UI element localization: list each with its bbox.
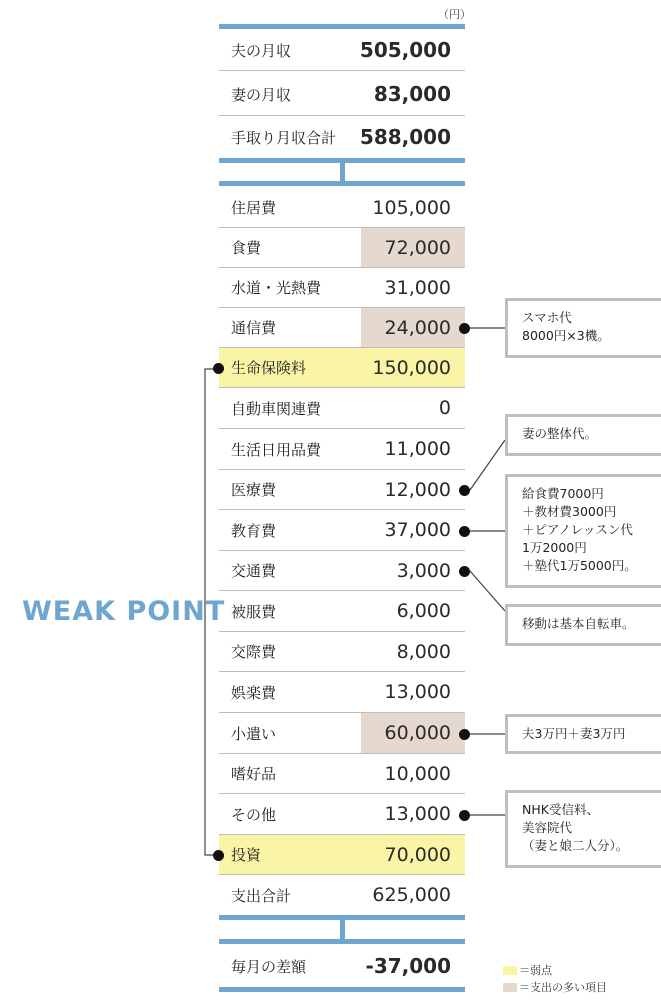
divider-bottom — [219, 987, 465, 992]
expense-row-total — [219, 875, 465, 915]
expense-row-daily-goods — [219, 429, 465, 470]
row-label: 水道・光熱費 — [231, 279, 322, 297]
row-label: 教育費 — [231, 521, 277, 540]
row-label: 小遣い — [231, 724, 277, 743]
income-row-total — [219, 116, 465, 158]
expense-row-allowance — [219, 713, 465, 754]
legend-swatch-high — [503, 983, 517, 992]
row-value: 31,000 — [384, 276, 451, 299]
row-value: 0 — [438, 397, 451, 419]
row-value: 13,000 — [384, 681, 451, 703]
expense-row-life-insurance — [219, 348, 465, 388]
row-label: 嗜好品 — [231, 765, 277, 783]
row-label: 自動車関連費 — [231, 399, 322, 418]
row-value: 24,000 — [361, 308, 465, 347]
row-label: 投資 — [231, 846, 262, 864]
income-row-wife — [219, 73, 465, 116]
expense-row-car — [219, 388, 465, 429]
row-value: -37,000 — [365, 954, 451, 978]
expense-row-education — [219, 510, 465, 551]
note-line-transport — [470, 571, 505, 611]
note-line: NHK受信料、 — [522, 802, 599, 817]
note-allowance — [505, 714, 661, 754]
note-line: 8000円×3機。 — [522, 328, 610, 343]
row-label: 住居費 — [231, 199, 277, 217]
expense-row-food — [219, 228, 465, 268]
row-label: 支出合計 — [231, 886, 292, 905]
row-label: 生活日用品費 — [231, 440, 322, 459]
row-value: 72,000 — [361, 228, 465, 267]
expense-row-other — [219, 794, 465, 835]
row-value: 6,000 — [396, 600, 451, 622]
note-phone — [505, 298, 661, 358]
weak-dot-insurance — [213, 363, 224, 374]
note-dot-allowance — [459, 729, 470, 740]
weak-point-label: WEAK POINT — [22, 596, 226, 627]
note-line: 給食費7000円 — [522, 486, 604, 501]
note-other — [505, 790, 661, 868]
row-value: 70,000 — [384, 843, 451, 866]
expense-row-transport — [219, 551, 465, 591]
divider-diff-top — [219, 939, 465, 944]
expense-row-luxury — [219, 754, 465, 794]
note-dot-medical — [459, 485, 470, 496]
row-label: 被服費 — [231, 602, 277, 621]
note-line: 妻の整体代。 — [522, 426, 598, 441]
legend-weak — [503, 962, 552, 978]
row-value: 588,000 — [359, 125, 451, 149]
legend-swatch-weak — [503, 966, 517, 975]
difference-row — [219, 945, 465, 987]
expense-row-entertainment — [219, 672, 465, 713]
expense-row-investment — [219, 835, 465, 875]
row-label: 生命保険料 — [231, 359, 307, 377]
row-value: 12,000 — [384, 478, 451, 501]
note-line: （妻と娘二人分）。 — [522, 838, 629, 853]
legend-high — [503, 979, 607, 995]
expense-row-clothing — [219, 591, 465, 632]
row-value: 105,000 — [372, 196, 451, 219]
weak-dot-investment — [213, 850, 224, 861]
row-value: 83,000 — [373, 82, 451, 106]
note-line: 美容院代 — [522, 820, 573, 835]
note-dot-phone — [459, 323, 470, 334]
income-row-husband — [219, 30, 465, 71]
expense-row-communication — [219, 308, 465, 348]
note-line: ＋塾代1万5000円。 — [522, 558, 637, 573]
row-label: 医療費 — [231, 481, 277, 499]
row-label: その他 — [231, 805, 277, 824]
row-label: 通信費 — [231, 319, 277, 337]
note-line: 移動は基本自転車。 — [522, 616, 635, 631]
note-dot-transport — [459, 566, 470, 577]
row-value: 37,000 — [384, 519, 451, 541]
note-line: ＋教材費3000円 — [522, 504, 617, 519]
expense-row-medical — [219, 470, 465, 510]
unit-label: （円） — [438, 8, 471, 21]
expense-row-housing — [219, 188, 465, 228]
note-line: 1万2000円 — [522, 540, 587, 555]
note-line-medical — [470, 440, 505, 490]
row-value: 60,000 — [361, 713, 465, 753]
row-label: 交通費 — [231, 562, 277, 580]
note-dot-other — [459, 810, 470, 821]
row-value: 3,000 — [396, 559, 451, 582]
note-line: 夫3万円＋妻3万円 — [522, 726, 626, 741]
note-line: スマホ代 — [522, 310, 572, 325]
legend-text: ＝弱点 — [519, 964, 552, 977]
expense-row-social — [219, 632, 465, 672]
row-label: 夫の月収 — [231, 41, 292, 60]
row-value: 11,000 — [384, 438, 451, 460]
row-value: 150,000 — [372, 356, 451, 379]
row-value: 13,000 — [384, 803, 451, 825]
row-label: 食費 — [231, 239, 262, 257]
row-value: 505,000 — [359, 38, 451, 62]
row-value: 10,000 — [384, 762, 451, 785]
row-value: 625,000 — [372, 884, 451, 906]
divider-expense-top — [219, 181, 465, 186]
row-label: 毎月の差額 — [231, 957, 307, 976]
legend-text: ＝支出の多い項目 — [519, 981, 607, 994]
note-transport — [505, 604, 661, 646]
note-dot-education — [459, 526, 470, 537]
expense-row-utilities — [219, 268, 465, 308]
note-education — [505, 474, 661, 588]
row-value: 8,000 — [396, 640, 451, 663]
row-label: 交際費 — [231, 643, 277, 661]
divider-top — [219, 24, 465, 29]
note-medical — [505, 414, 661, 456]
row-label: 妻の月収 — [231, 85, 292, 104]
row-label: 娯楽費 — [231, 683, 277, 702]
row-label: 手取り月収合計 — [231, 128, 337, 147]
note-line: ＋ピアノレッスン代 — [522, 522, 633, 537]
